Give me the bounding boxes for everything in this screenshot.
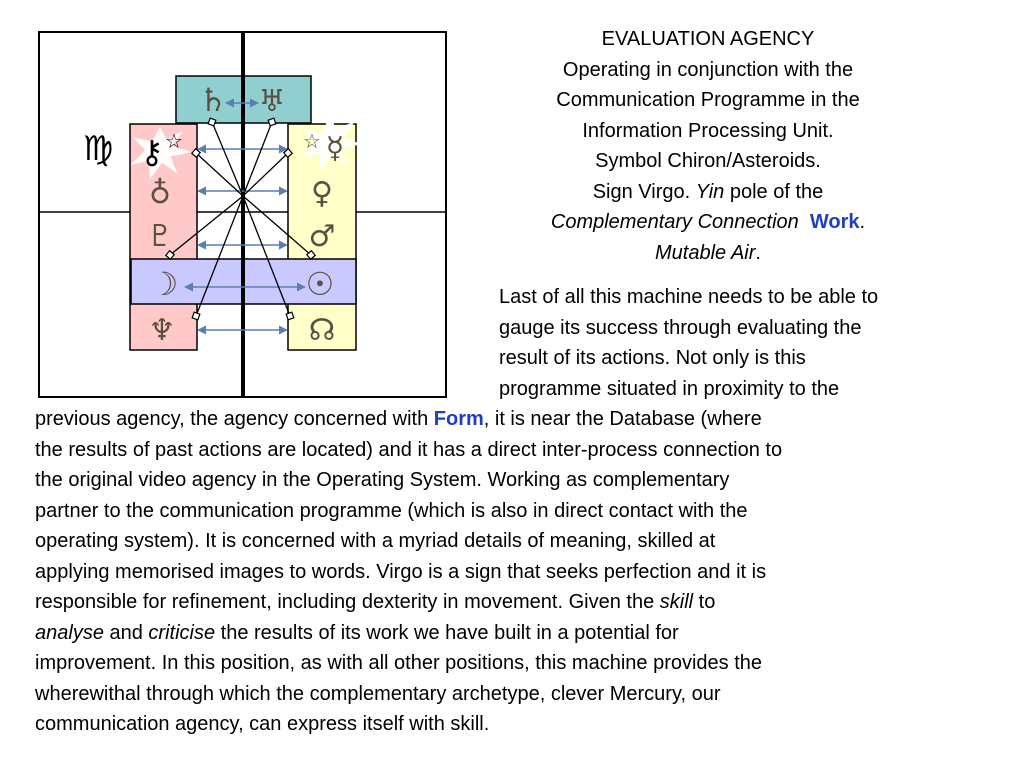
node-glyph: ☊ — [308, 313, 336, 348]
body-paragraph-intro — [499, 282, 1009, 404]
complementary-connection-diagram — [0, 0, 480, 410]
pluto-glyph: ♇ — [146, 219, 174, 254]
work-keyword: Work — [809, 211, 860, 233]
neptune-glyph: ♆ — [148, 313, 176, 348]
body-line: operating system). It is concerned with a myriad details of meaning, skilled at — [35, 530, 716, 552]
title-line-sign — [490, 177, 926, 208]
title-line: Information Processing Unit. — [582, 119, 834, 142]
form-keyword: Form — [433, 408, 484, 430]
title-line-connection — [490, 207, 926, 238]
mutable-air-text: Mutable Air — [655, 241, 756, 264]
moon-glyph: ☽ — [149, 265, 179, 303]
mars-glyph: ♂ — [308, 219, 336, 254]
body-line: partner to the communication programme (which is also in direct contact with the — [35, 499, 748, 522]
mercury-glyph: ☿ — [325, 131, 345, 166]
body-line — [35, 618, 1010, 649]
chiron-glyph: ⚷ — [140, 133, 164, 171]
body-paragraph-main — [35, 404, 1010, 740]
text-run: the results of its work we have built in a potential for — [215, 621, 679, 644]
body-line: Last of all this machine needs to be able to — [499, 286, 879, 308]
virgo-glyph: ♍ — [82, 129, 114, 169]
body-line — [35, 404, 1010, 435]
complementary-connection-text: Complementary Connection — [550, 211, 799, 233]
saturn-glyph: ♄ — [198, 81, 228, 119]
earth-glyph: ♁ — [149, 176, 171, 211]
star-glyph-left: ☆ — [165, 129, 183, 153]
analyse-text: analyse — [35, 621, 104, 644]
text-run: and — [103, 621, 149, 644]
body-line: wherewithal through which the complementary archetype, clever Mercury, our — [35, 682, 721, 705]
body-line: the results of past actions are located) and it has a direct inter-process connection to — [35, 438, 783, 461]
body-line: the original video agency in the Operating System. Working as complementary — [35, 469, 730, 491]
text-run: previous agency, the agency concerned with — [35, 408, 434, 430]
criticise-text: criticise — [148, 621, 216, 644]
text-run: . — [859, 211, 866, 233]
body-line: gauge its success through evaluating the — [499, 316, 862, 339]
text-run: Sign Virgo. — [592, 180, 696, 203]
title-line: Communication Programme in the — [556, 89, 860, 111]
sun-glyph: ☉ — [305, 265, 335, 303]
star-glyph-right: ☆ — [303, 129, 321, 153]
title-line: Operating in conjunction with the — [562, 58, 854, 81]
body-line: applying memorised images to words. Virgo is a sign that seeks perfection and it is — [35, 560, 767, 583]
body-line: communication agency, can express itself with skill. — [35, 713, 490, 735]
body-line: improvement. In this position, as with all other positions, this machine provides the — [35, 652, 763, 674]
text-run: responsible for refinement, including dexterity in movement. Given the — [35, 591, 660, 613]
title-line-element — [490, 238, 926, 269]
text-run: , it is near the Database (where — [483, 408, 762, 430]
text-run: . — [755, 241, 761, 264]
text-run: to — [693, 591, 716, 613]
title-block — [490, 24, 926, 268]
body-line — [35, 587, 1010, 618]
body-line: result of its actions. Not only is this — [499, 347, 806, 369]
uranus-glyph: ♅ — [258, 84, 286, 119]
text-run: pole of the — [724, 180, 824, 203]
skill-text: skill — [659, 591, 694, 613]
title-line: Symbol Chiron/Asteroids. — [595, 150, 821, 172]
body-line: programme situated in proximity to the — [499, 377, 840, 400]
venus-glyph: ♀ — [311, 176, 333, 211]
title-heading: EVALUATION AGENCY — [601, 28, 815, 50]
yin-text: Yin — [695, 180, 725, 203]
